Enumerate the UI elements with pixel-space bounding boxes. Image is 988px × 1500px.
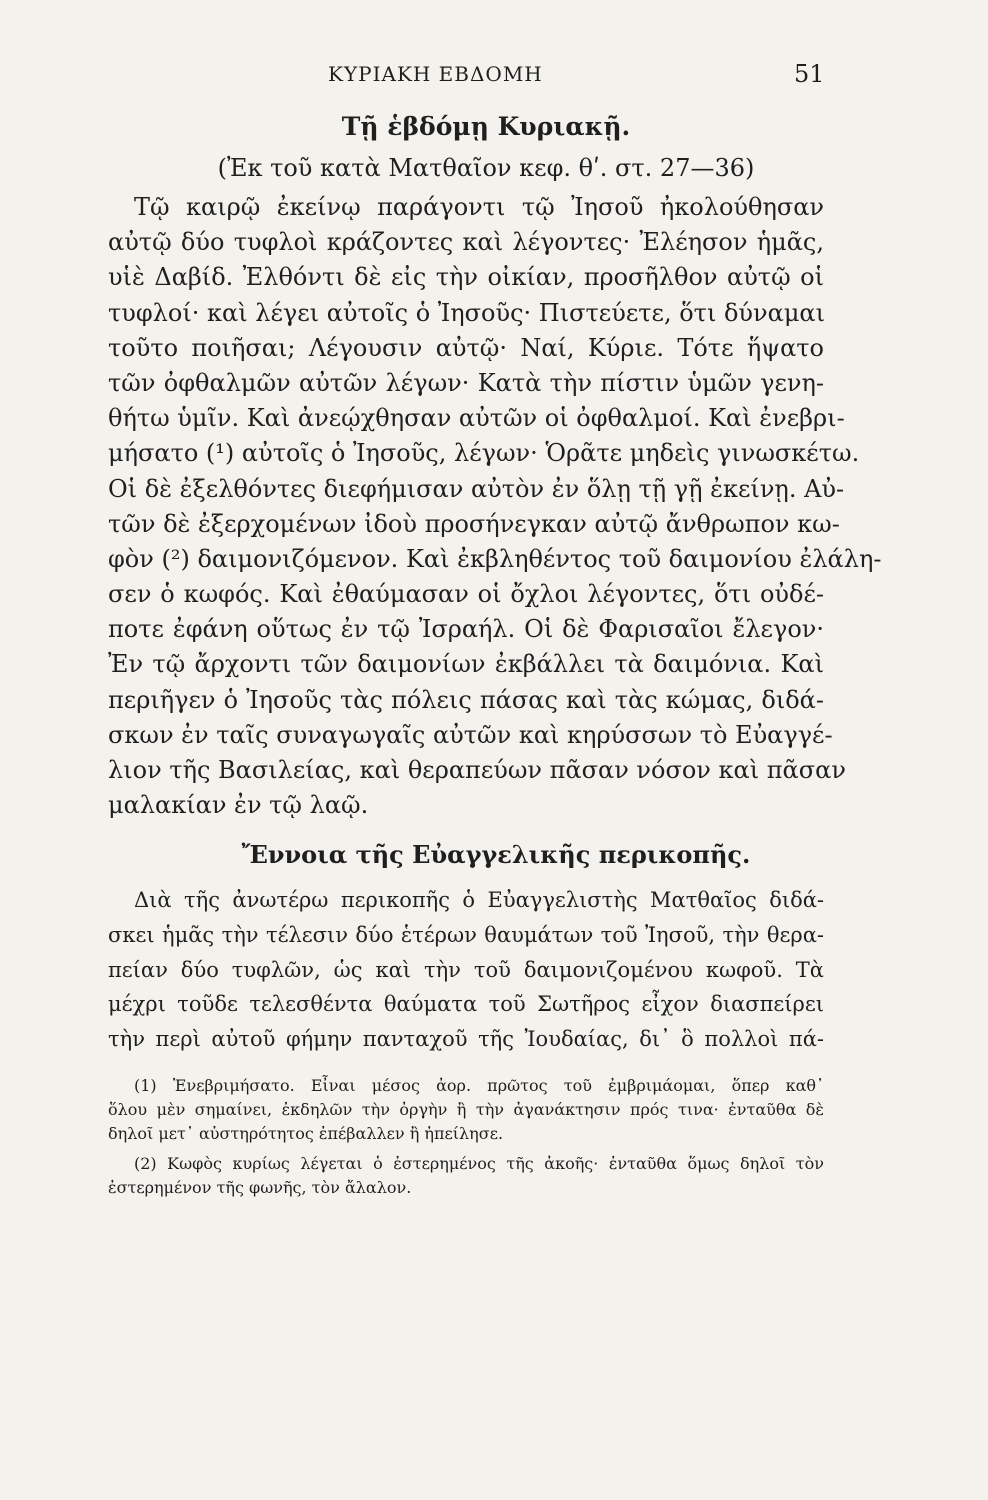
footnote-line: (1) Ἐνεβριμήσατο. Εἶναι μέσος ἀορ. πρῶτος τοῦ ἐμβριμάομαι, ὅπερ καθ᾿ [134, 1076, 824, 1096]
text-line: σεν ὁ κωφός. Καὶ ἐθαύμασαν οἱ ὄχλοι λέγοντες, ὅτι οὐδέ- [108, 580, 824, 609]
text-line: μαλακίαν ἐν τῷ λαῷ. [108, 791, 369, 820]
footnote-2 [108, 1152, 824, 1200]
text-line: σκων ἐν ταῖς συναγωγαῖς αὐτῶν καὶ κηρύσσων τὸ Εὐαγγέ- [108, 720, 833, 749]
page-number: 51 [794, 60, 825, 88]
text-line: αὐτῷ δύο τυφλοὶ κράζοντες καὶ λέγοντες· Ἐλέησον ἡμᾶς, [108, 228, 824, 257]
section-title: Τῇ ἑβδόμῃ Κυριακῇ. [341, 112, 631, 141]
gospel-text [108, 190, 882, 823]
page-body [108, 108, 882, 1200]
scripture-reference: (Ἐκ τοῦ κατὰ Ματθαῖον κεφ. θʹ. στ. 27—36) [217, 154, 755, 182]
text-line: μήσατο (¹) αὐτοῖς ὁ Ἰησοῦς, λέγων· Ὁρᾶτε μηδεὶς γινωσκέτω. [108, 439, 860, 468]
text-line: μέχρι τοῦδε τελεσθέντα θαύματα τοῦ Σωτῆρος εἶχον διασπείρει [108, 992, 824, 1017]
text-line: υἱὲ Δαβίδ. Ἐλθόντι δὲ εἰς τὴν οἰκίαν, προσῆλθον αὐτῷ οἱ [108, 263, 824, 292]
text-line: Οἱ δὲ ἐξελθόντες διεφήμισαν αὐτὸν ἐν ὅλῃ τῇ γῇ ἐκείνῃ. Αὐ- [108, 474, 845, 503]
footnote-line: ὅλου μὲν σημαίνει, ἐκδηλῶν τὴν ὀργὴν ἢ τὴν ἀγανάκτησιν πρός τινα· ἐνταῦθα δὲ [108, 1100, 824, 1120]
text-line: τῶν δὲ ἐξερχομένων ἰδοὺ προσήνεγκαν αὐτῷ ἄνθρωπον κω- [108, 509, 840, 538]
footnote-line: ἐστερημένον τῆς φωνῆς, τὸν ἄλαλον. [108, 1178, 412, 1198]
text-line: Διὰ τῆς ἀνωτέρω περικοπῆς ὁ Εὐαγγελιστὴς Ματθαῖος διδά- [134, 888, 824, 913]
footnote-line: δηλοῖ μετ᾿ αὐστηρότητος ἐπέβαλλεν ἢ ἠπείλησε. [108, 1124, 504, 1144]
text-line: περιῆγεν ὁ Ἰησοῦς τὰς πόλεις πάσας καὶ τὰς κώμας, διδά- [108, 685, 824, 714]
text-line: τῶν ὀφθαλμῶν αὐτῶν λέγων· Κατὰ τὴν πίστιν ὑμῶν γενη- [108, 368, 824, 397]
text-line: ποτε ἐφάνη οὕτως ἐν τῷ Ἰσραήλ. Οἱ δὲ Φαρισαῖοι ἔλεγον· [108, 615, 824, 644]
text-line: Ἐν τῷ ἄρχοντι τῶν δαιμονίων ἐκβάλλει τὰ δαιμόνια. Καὶ [108, 650, 824, 679]
footnotes [108, 1074, 824, 1200]
commentary-text [108, 883, 824, 1056]
text-line: τυφλοί· καὶ λέγει αὐτοῖς ὁ Ἰησοῦς· Πιστεύετε, ὅτι δύναμαι [108, 298, 826, 327]
text-line: σκει ἡμᾶς τὴν τέλεσιν δύο ἑτέρων θαυμάτων τοῦ Ἰησοῦ, τὴν θερα- [108, 922, 824, 947]
text-line: Τῷ καιρῷ ἐκείνῳ παράγοντι τῷ Ἰησοῦ ἠκολούθησαν [134, 193, 824, 221]
footnote-line: (2) Κωφὸς κυρίως λέγεται ὁ ἐστερημένος τῆς ἀκοῆς· ἐνταῦθα ὅμως δηλοῖ τὸν [134, 1154, 824, 1174]
text-line: φὸν (²) δαιμονιζόμενον. Καὶ ἐκβληθέντος τοῦ δαιμονίου ἐλάλη- [108, 544, 882, 573]
text-line: λιον τῆς Βασιλείας, καὶ θεραπεύων πᾶσαν νόσον καὶ πᾶσαν [108, 756, 846, 784]
subheading: Ἔννοια τῆς Εὐαγγελικῆς περικοπῆς. [241, 840, 751, 870]
footnote-1 [108, 1074, 824, 1146]
text-line: τοῦτο ποιῆσαι; Λέγουσιν αὐτῷ· Ναί, Κύριε. Τότε ἥψατο [108, 333, 824, 362]
text-line: θήτω ὑμῖν. Καὶ ἀνεῴχθησαν αὐτῶν οἱ ὀφθαλμοί. Καὶ ἐνεβρι- [108, 404, 845, 433]
text-line: πείαν δύο τυφλῶν, ὡς καὶ τὴν τοῦ δαιμονιζομένου κωφοῦ. Τὰ [108, 957, 824, 982]
running-head: ΚΥΡΙΑΚΗ ΕΒΔΟΜΗ [328, 62, 543, 86]
text-line: τὴν περὶ αὐτοῦ φήμην πανταχοῦ τῆς Ἰουδαίας, δι᾿ ὃ πολλοὶ πά- [108, 1026, 824, 1051]
page-header [0, 60, 988, 94]
